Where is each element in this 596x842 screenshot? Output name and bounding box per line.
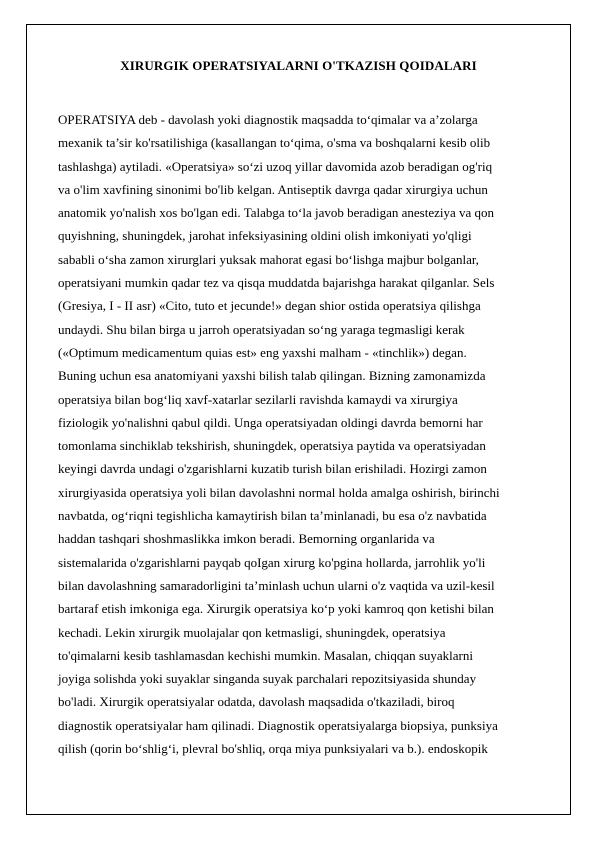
- text-line: bo'ladi. Xirurgik operatsiyalar odatda, davolash maqsadida o'tkaziladi, biroq: [58, 694, 455, 710]
- text-line: tomonlama sinchiklab tekshirish, shuningdek, operatsiya paytida va operatsiyadan: [58, 438, 486, 454]
- text-line: haddan tashqari shoshmaslikka imkon beradi. Bemorning organlarida va: [58, 531, 435, 547]
- text-line: kechadi. Lekin xirurgik muolajalar qon ketmasligi, shuningdek, operatsiya: [58, 624, 446, 640]
- text-line: bartaraf etish imkoniga ega. Xirurgik operatsiya ko‘p yoki kamroq qon ketishi bilan: [58, 601, 494, 617]
- text-line: anatomik yo'nalish xos bo'lgan edi. Talabga to‘la javob beradigan anesteziya va qon: [58, 205, 495, 221]
- text-line: navbatda, og‘riqni tegishlicha kamaytirish bilan ta’minlanadi, bu esa o'z navbatida: [58, 508, 487, 524]
- page-title: XIRURGIK OPERATSIYALARNI O'TKAZISH QOIDALARI: [120, 58, 477, 73]
- text-line: operatsiyani mumkin qadar tez va qisqa muddatda bajarishga harakat qilganlar. Sels: [58, 275, 495, 291]
- text-line: OPERATSIYA deb - davolash yoki diagnostik maqsadda to‘qimalar va a’zolarga: [58, 112, 478, 127]
- text-line: va o'lim xavfining sinonimi bo'lib kelgan. Antiseptik davrga qadar xirurgiya uchun: [58, 181, 488, 197]
- text-line: diagnostik operatsiyalar ham qilinadi. Diagnostik operatsiyalarga biopsiya, punksiya: [58, 717, 498, 733]
- text-line: mexanik ta’sir ko'rsatilishiga (kasallangan to‘qima, o'sma va boshqalarni kesib olib: [58, 135, 491, 151]
- text-line: («Optimum medicamentum quias est» eng yaxshi malham - «tinchlik») degan.: [58, 344, 467, 360]
- text-line: tashlashga) aytiladi. «Operatsiya» so‘zi uzoq yillar davomida azob beradigan og'riq: [58, 158, 493, 174]
- text-line: undaydi. Shu bilan birga u jarroh operatsiyadan so‘ng yaraga tegmasligi kerak: [58, 321, 465, 337]
- text-line: sababli o‘sha zamon xirurglari yuksak mahorat egasi bo‘lishga majbur bolganlar,: [58, 251, 479, 267]
- text-line: sistemalarida o'zgarishlarni payqab qoIgan xirurg ko'pgina hollarda, jarrohlik yo'li: [58, 554, 486, 570]
- text-line: bilan davolashning samaradorligini ta’minlash uchun ularni o'z vaqtida va uzil-kesil: [58, 577, 495, 593]
- text-line: operatsiya bilan bog‘liq xavf-xatarlar sezilarli ravishda kamaydi va xirurgiya: [58, 391, 458, 407]
- text-line: fiziologik yo'nalishni qabul qildi. Unga operatsiyadan oldingi davrda bemorni har: [58, 414, 483, 430]
- body-text: [58, 108, 558, 760]
- text-line: keyingi davrda undagi o'zgarishlarni kuzatib turish bilan erishiladi. Hozirgi zamon: [58, 461, 487, 477]
- text-line: Buning uchun esa anatomiyani yaxshi bilish talab qilingan. Bizning zamonamizda: [58, 368, 486, 384]
- text-line: quyishning, shuningdek, jarohat infeksiyasining oldini olish imkoniyati yo'qligi: [58, 228, 472, 244]
- text-line: qilish (qorin bo‘shlig‘i, plevral bo'shliq, orqa miya punksiyalari va b.). endoskopik: [58, 741, 488, 757]
- text-line: xirurgiyasida operatsiya yoli bilan davolashni normal holda amalga oshirish, birinchi: [58, 484, 500, 500]
- text-line: to'qimalarni kesib tashlamasdan kechishi mumkin. Masalan, chiqqan suyaklarni: [58, 647, 473, 663]
- text-line: joyiga solishda yoki suyaklar singanda suyak parchalari repozitsiyasida shunday: [58, 671, 477, 687]
- text-line: (Gresiya, I - II asr) «Cito, tuto et jecunde!» degan shior ostida operatsiya qilishga: [58, 298, 481, 314]
